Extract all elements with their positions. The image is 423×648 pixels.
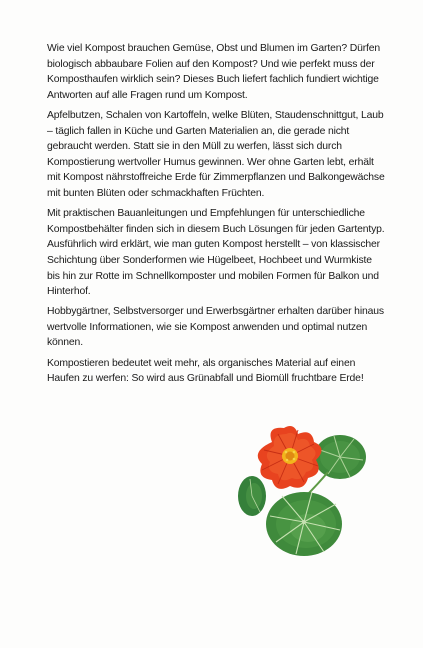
paragraph-materials: Apfelbutzen, Schalen von Kartoffeln, welke Blüten, Staudenschnittgut, Laub – täglich fallen in Küche und Garten Materialien an, die gerade nicht gebraucht werden. Statt sie in den Müll zu werfen, lässt sich durch Kompostierung wertvoller Humus gewinnen. Wer ohne Garten lebt, erhält mit Kompost nährstoffreiche Erde für Zimmerpflanzen und Balkongewächse mit bunten Blüten oder schmackhaften Früchten.: [47, 109, 385, 199]
paragraph-conclusion: Kompostieren bedeutet weit mehr, als organisches Material auf einen Haufen zu werfen: So wird aus Grünabfall und Biomüll fruchtbare Erde!: [47, 357, 364, 385]
paragraph-gardeners: Hobbygärtner, Selbstversorger und Erwerbsgärtner erhalten darüber hinaus wertvolle Informationen, wie sie Kompost anwenden und optimal nutzen können.: [47, 306, 384, 349]
leaf-bottom: [266, 492, 342, 556]
nasturtium-flower-icon: [228, 424, 368, 564]
nasturtium-illustration: [228, 424, 368, 564]
flower-blossom: [258, 426, 322, 489]
paragraph-containers: Mit praktischen Bauanleitungen und Empfehlungen für unterschiedliche Kompostbehälter finden sich in diesem Buch Lösungen für jeden Gartentyp. Ausführlich wird erklärt, wie man guten Kompost herstellt – von klassischer Schichtung über Sonderformen wie Hügelbeet, Hochbeet und Wurmkiste bis hin zur Rotte im Schnellkomposter und mobilen Formen für Balkon und Hinterhof.: [47, 208, 385, 298]
leaf-top-right: [314, 435, 366, 479]
leaf-left: [238, 476, 266, 516]
blurb-text: [47, 41, 387, 391]
paragraph-intro: Wie viel Kompost brauchen Gemüse, Obst und Blumen im Garten? Dürfen biologisch abbaubare Folien auf den Kompost? Und wie perfekt muss der Komposthaufen wirklich sein? Dieses Buch liefert fachlich fundiert wichtige Antworten auf alle Fragen rund um Kompost.: [47, 43, 380, 101]
